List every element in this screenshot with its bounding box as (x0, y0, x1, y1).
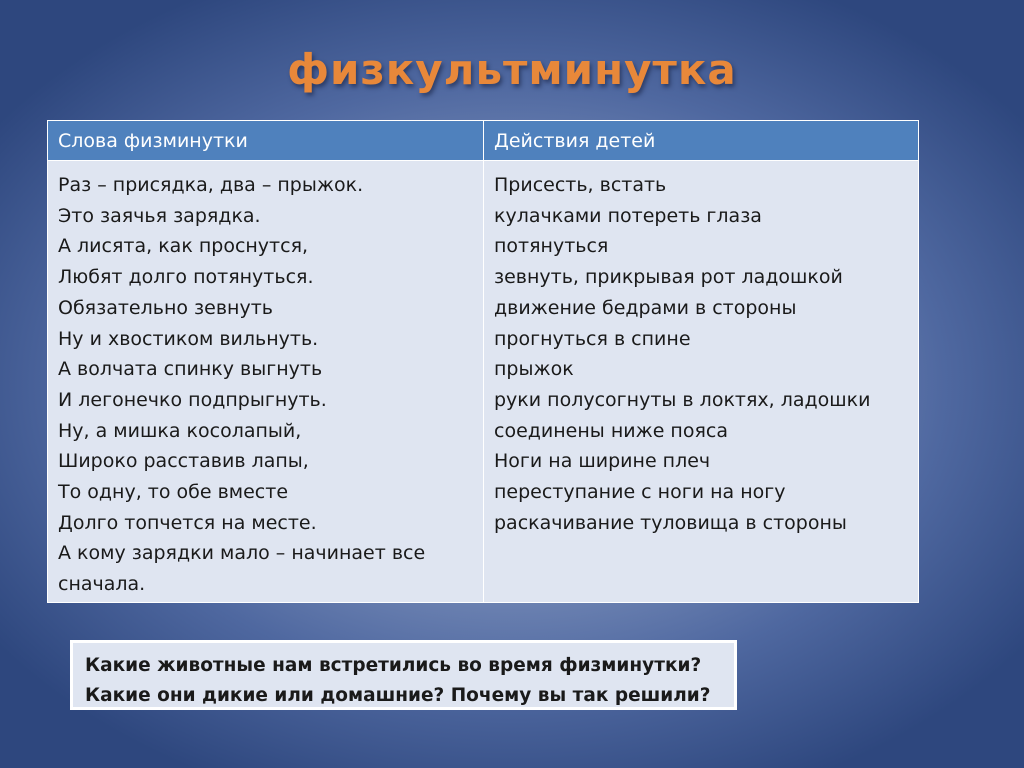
slide-title: физкультминутка (287, 45, 737, 94)
header-words: Слова физминутки (48, 121, 484, 161)
action-line: кулачками потереть глаза (494, 204, 762, 227)
words-line: То одну, то обе вместе (58, 481, 289, 504)
action-line: переступание с ноги на ногу (494, 481, 786, 504)
words-line: Это заячья зарядка. (58, 204, 261, 227)
table-row (48, 161, 919, 603)
words-line: Любят долго потянуться. (58, 266, 314, 289)
action-line: Ноги на ширине плеч (494, 450, 711, 473)
question-line: Какие животные нам встретились во время физминутки? (85, 655, 702, 676)
actions-cell (484, 161, 919, 603)
exercise-table (47, 120, 919, 603)
words-line: А волчата спинку выгнуть (58, 358, 323, 381)
words-line: А лисята, как проснутся, (58, 235, 309, 258)
header-actions: Действия детей (484, 121, 919, 161)
words-line: Ну, а мишка косолапый, (58, 419, 302, 442)
action-line: прыжок (494, 358, 574, 381)
words-line: Ну и хвостиком вильнуть. (58, 327, 319, 350)
words-line: Долго топчется на месте. (58, 511, 317, 534)
words-line: И легонечко подпрыгнуть. (58, 388, 327, 411)
words-cell (48, 161, 484, 603)
words-line: Обязательно зевнуть (58, 296, 273, 319)
questions-box (70, 640, 737, 710)
action-line: руки полусогнуты в локтях, ладошки соединены ниже пояса (494, 388, 871, 442)
words-line: А кому зарядки мало – начинает все сначала. (58, 542, 426, 596)
question-line: Какие они дикие или домашние? Почему вы так решили? (85, 685, 711, 706)
action-line: движение бедрами в стороны (494, 296, 797, 319)
action-line: раскачивание туловища в стороны (494, 511, 847, 534)
action-line: зевнуть, прикрывая рот ладошкой (494, 266, 843, 289)
words-line: Широко расставив лапы, (58, 450, 309, 473)
words-line: Раз – присядка, два – прыжок. (58, 174, 364, 196)
action-line: Присесть, встать (494, 174, 667, 196)
table-header-row (48, 121, 919, 161)
action-line: прогнуться в спине (494, 327, 691, 350)
action-line: потянуться (494, 235, 609, 258)
